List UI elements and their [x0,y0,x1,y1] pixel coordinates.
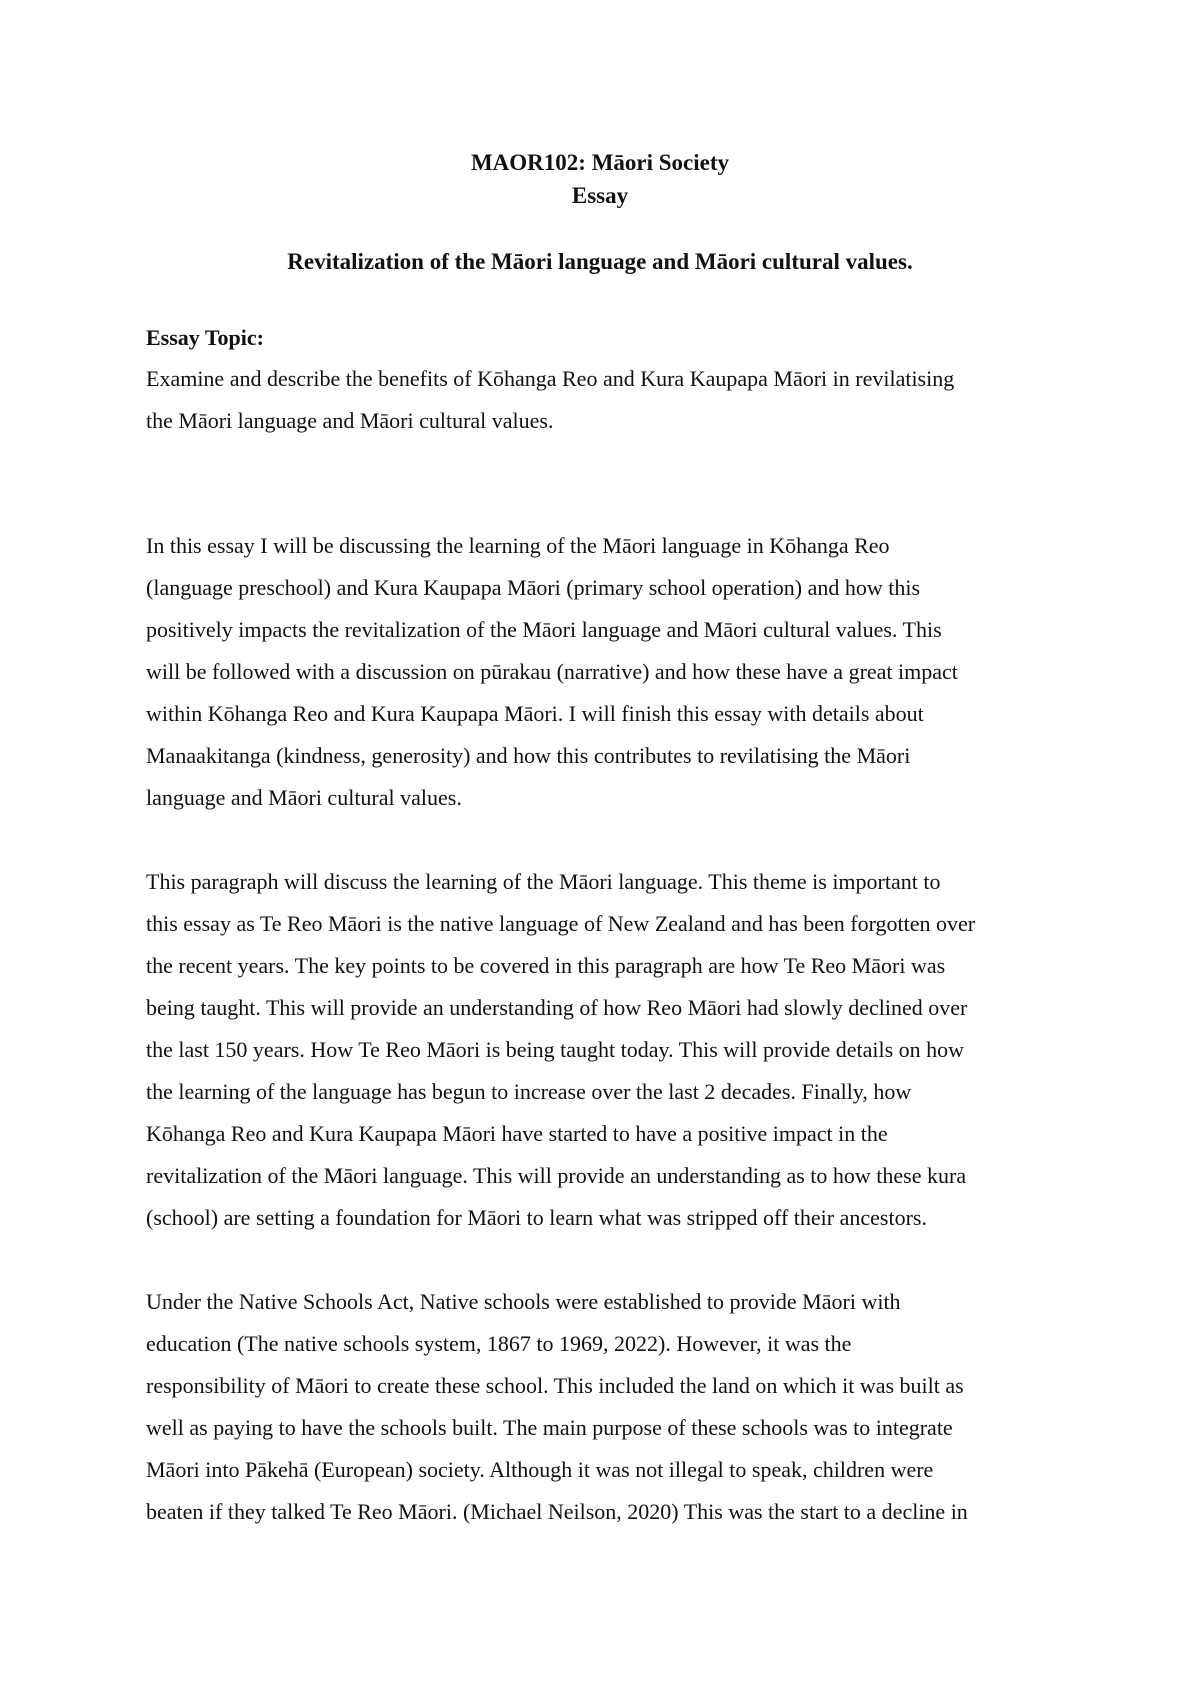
paragraph-line: well as paying to have the schools built. The main purpose of these schools was to integrate [146,1415,953,1440]
paragraph-line: the last 150 years. How Te Reo Māori is being taught today. This will provide details on how [146,1037,965,1062]
paragraph-line: Under the Native Schools Act, Native schools were established to provide Māori with [146,1289,901,1314]
paragraph-line: language and Māori cultural values. [146,785,462,810]
paragraph-line: In this essay I will be discussing the learning of the Māori language in Kōhanga Reo [146,533,890,558]
paragraph-line: will be followed with a discussion on pūrakau (narrative) and how these have a great impact [146,659,958,684]
paragraph-line: (language preschool) and Kura Kaupapa Māori (primary school operation) and how this [146,575,921,600]
paragraph-line: revitalization of the Māori language. This will provide an understanding as to how these kura [146,1163,967,1188]
paragraph-line: within Kōhanga Reo and Kura Kaupapa Māori. I will finish this essay with details about [146,701,924,726]
paragraph-line: Manaakitanga (kindness, generosity) and how this contributes to revilatising the Māori [146,743,911,768]
paragraph-line: Kōhanga Reo and Kura Kaupapa Māori have started to have a positive impact in the [146,1121,888,1146]
essay-title: Revitalization of the Māori language and Māori cultural values. [287,249,913,274]
paragraph-line: positively impacts the revitalization of the Māori language and Māori cultural values. This [146,617,942,642]
paragraph-line: Māori into Pākehā (European) society. Although it was not illegal to speak, children were [146,1457,934,1482]
topic-line: Examine and describe the benefits of Kōhanga Reo and Kura Kaupapa Māori in revilatising [146,366,955,391]
course-title: MAOR102: Māori Society [470,150,730,175]
document-type: Essay [571,183,629,208]
paragraph-line: the recent years. The key points to be covered in this paragraph are how Te Reo Māori was [146,953,946,978]
paragraph-line: the learning of the language has begun to increase over the last 2 decades. Finally, how [146,1079,912,1104]
essay-topic-label: Essay Topic: [146,325,264,350]
paragraph-line: This paragraph will discuss the learning of the Māori language. This theme is important to [146,869,941,894]
topic-line: the Māori language and Māori cultural values. [146,408,554,433]
paragraph-line: responsibility of Māori to create these school. This included the land on which it was built as [146,1373,964,1398]
paragraph-line: beaten if they talked Te Reo Māori. (Michael Neilson, 2020) This was the start to a decline in [146,1499,968,1524]
paragraph-line: this essay as Te Reo Māori is the native language of New Zealand and has been forgotten over [146,911,976,936]
paragraph-line: (school) are setting a foundation for Māori to learn what was stripped off their ancestors. [146,1205,927,1230]
paragraph-line: education (The native schools system, 1867 to 1969, 2022). However, it was the [146,1331,852,1356]
paragraph-line: being taught. This will provide an understanding of how Reo Māori had slowly declined over [146,995,968,1020]
